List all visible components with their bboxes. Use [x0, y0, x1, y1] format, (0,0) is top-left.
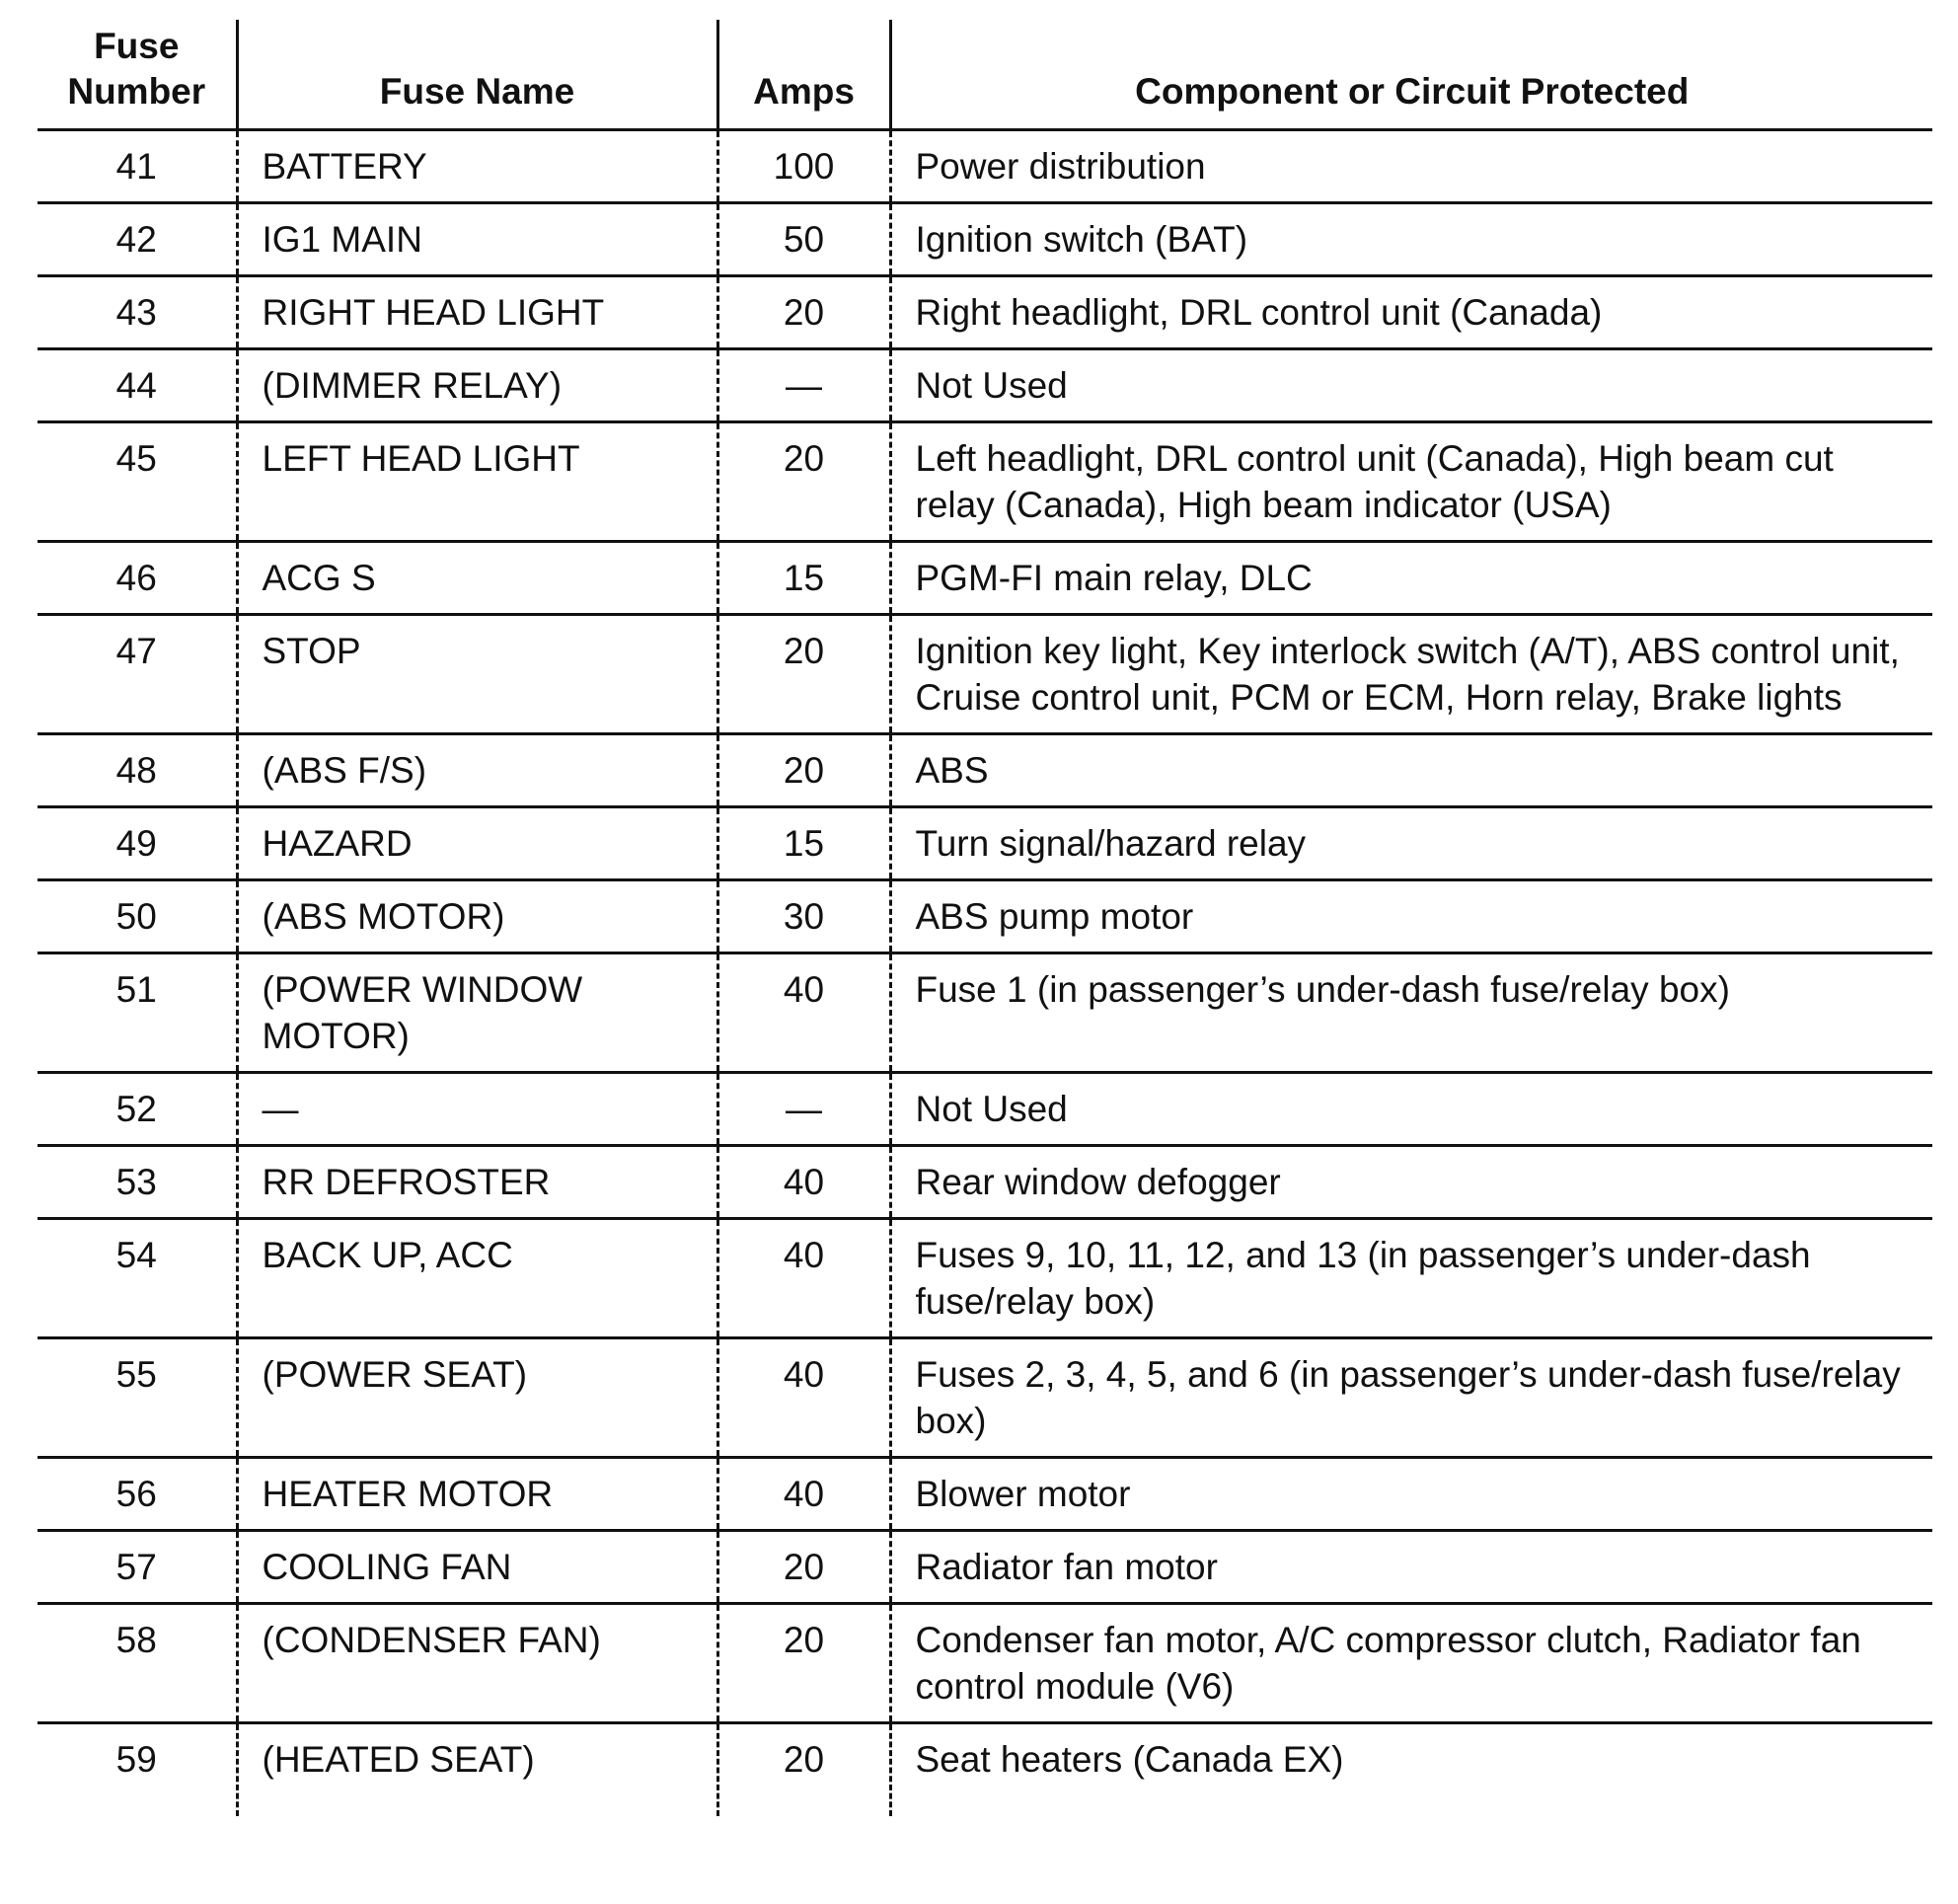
table-row — [38, 1531, 1932, 1604]
fuse-number-cell: 59 — [115, 1739, 157, 1780]
table-row — [38, 542, 1932, 615]
table-header — [38, 20, 1932, 130]
fuse-name-cell: RIGHT HEAD LIGHT — [237, 276, 717, 349]
table-row — [38, 1219, 1932, 1338]
fuse-name-cell: (POWER WINDOW MOTOR) — [237, 953, 717, 1073]
table-row — [38, 615, 1932, 734]
fuse-name-cell: BACK UP, ACC — [237, 1219, 717, 1338]
component-cell: Rear window defogger — [890, 1146, 1932, 1219]
amps-cell: 40 — [717, 1219, 890, 1338]
amps-cell: 40 — [717, 953, 890, 1073]
table-row — [38, 953, 1932, 1073]
table-row — [38, 1458, 1932, 1531]
component-cell: Condenser fan motor, A/C compressor clutch, Radiator fan control module (V6) — [890, 1604, 1932, 1723]
table-row — [38, 807, 1932, 880]
table-row — [38, 1723, 1932, 1817]
header-fuse-number: Fuse Number — [38, 20, 237, 130]
fuse-table — [38, 20, 1932, 1816]
fuse-name-cell: IG1 MAIN — [237, 203, 717, 276]
amps-cell: 20 — [717, 1531, 890, 1604]
fuse-name-cell: (HEATED SEAT) — [237, 1723, 717, 1817]
component-cell: Fuse 1 (in passenger’s under-dash fuse/relay box) — [890, 953, 1932, 1073]
fuse-number-cell: 56 — [38, 1458, 237, 1531]
component-cell: Not Used — [890, 1073, 1932, 1146]
table-row — [38, 422, 1932, 542]
component-cell: ABS — [890, 734, 1932, 807]
fuse-name-cell: COOLING FAN — [237, 1531, 717, 1604]
amps-cell: 20 — [717, 1723, 890, 1817]
amps-cell: 15 — [717, 807, 890, 880]
amps-cell: — — [717, 349, 890, 422]
component-cell: Blower motor — [890, 1458, 1932, 1531]
component-cell: Turn signal/hazard relay — [890, 807, 1932, 880]
table-row — [38, 1604, 1932, 1723]
amps-cell: 100 — [717, 130, 890, 203]
component-cell: Ignition key light, Key interlock switch (A/T), ABS control unit, Cruise control unit, PCM or ECM, Horn relay, Brake lights — [890, 615, 1932, 734]
fuse-name-cell: (ABS MOTOR) — [237, 880, 717, 953]
component-cell: ABS pump motor — [890, 880, 1932, 953]
amps-cell: — — [717, 1073, 890, 1146]
fuse-number-cell: 58 — [38, 1604, 237, 1723]
amps-cell: 20 — [717, 276, 890, 349]
fuse-name-cell: (POWER SEAT) — [237, 1338, 717, 1458]
table-row — [38, 1338, 1932, 1458]
fuse-number-cell: 54 — [38, 1219, 237, 1338]
fuse-number-cell: 41 — [38, 130, 237, 203]
fuse-name-cell: STOP — [237, 615, 717, 734]
header-amps: Amps — [717, 20, 890, 130]
component-cell: Right headlight, DRL control unit (Canada) — [890, 276, 1932, 349]
component-cell: Fuses 2, 3, 4, 5, and 6 (in passenger’s under-dash fuse/relay box) — [890, 1338, 1932, 1458]
header-component: Component or Circuit Protected — [890, 20, 1932, 130]
component-cell: Not Used — [890, 349, 1932, 422]
fuse-number-cell: 57 — [38, 1531, 237, 1604]
fuse-name-cell: HEATER MOTOR — [237, 1458, 717, 1531]
fuse-number-cell: 52 — [38, 1073, 237, 1146]
component-cell: Radiator fan motor — [890, 1531, 1932, 1604]
fuse-number-cell: 46 — [38, 542, 237, 615]
amps-cell: 30 — [717, 880, 890, 953]
fuse-name-cell: — — [237, 1073, 717, 1146]
amps-cell: 15 — [717, 542, 890, 615]
fuse-number-cell: 51 — [38, 953, 237, 1073]
amps-cell: 40 — [717, 1338, 890, 1458]
amps-cell: 20 — [717, 1604, 890, 1723]
amps-cell: 50 — [717, 203, 890, 276]
component-cell: Left headlight, DRL control unit (Canada), High beam cut relay (Canada), High beam indicator (USA) — [890, 422, 1932, 542]
amps-cell: 20 — [717, 615, 890, 734]
component-cell: Ignition switch (BAT) — [890, 203, 1932, 276]
header-fuse-name: Fuse Name — [237, 20, 717, 130]
table-body — [38, 130, 1932, 1817]
fuse-name-cell: (CONDENSER FAN) — [237, 1604, 717, 1723]
fuse-number-cell: 50 — [38, 880, 237, 953]
fuse-number-cell: 53 — [38, 1146, 237, 1219]
fuse-number-cell: 43 — [38, 276, 237, 349]
fuse-number-cell: 47 — [38, 615, 237, 734]
amps-cell: 40 — [717, 1146, 890, 1219]
amps-cell: 20 — [717, 422, 890, 542]
fuse-number-cell: 44 — [38, 349, 237, 422]
amps-cell: 20 — [717, 734, 890, 807]
table-row — [38, 349, 1932, 422]
component-cell: Seat heaters (Canada EX) — [890, 1723, 1932, 1817]
component-cell: Fuses 9, 10, 11, 12, and 13 (in passenger’s under-dash fuse/relay box) — [890, 1219, 1932, 1338]
table-row — [38, 880, 1932, 953]
table-row — [38, 276, 1932, 349]
table-row — [38, 1146, 1932, 1219]
fuse-name-cell: RR DEFROSTER — [237, 1146, 717, 1219]
component-cell: Power distribution — [890, 130, 1932, 203]
fuse-name-cell: (DIMMER RELAY) — [237, 349, 717, 422]
fuse-name-cell: (ABS F/S) — [237, 734, 717, 807]
component-cell: PGM-FI main relay, DLC — [890, 542, 1932, 615]
fuse-number-cell: 49 — [38, 807, 237, 880]
fuse-number-cell: 42 — [38, 203, 237, 276]
fuse-name-cell: LEFT HEAD LIGHT — [237, 422, 717, 542]
table-row — [38, 203, 1932, 276]
table-row — [38, 130, 1932, 203]
table-row — [38, 734, 1932, 807]
amps-cell: 40 — [717, 1458, 890, 1531]
table-row — [38, 1073, 1932, 1146]
fuse-name-cell: ACG S — [237, 542, 717, 615]
header-row — [38, 20, 1932, 130]
fuse-name-cell: HAZARD — [237, 807, 717, 880]
fuse-number-cell: 45 — [38, 422, 237, 542]
fuse-number-cell: 48 — [38, 734, 237, 807]
fuse-number-cell: 55 — [38, 1338, 237, 1458]
fuse-name-cell: BATTERY — [237, 130, 717, 203]
